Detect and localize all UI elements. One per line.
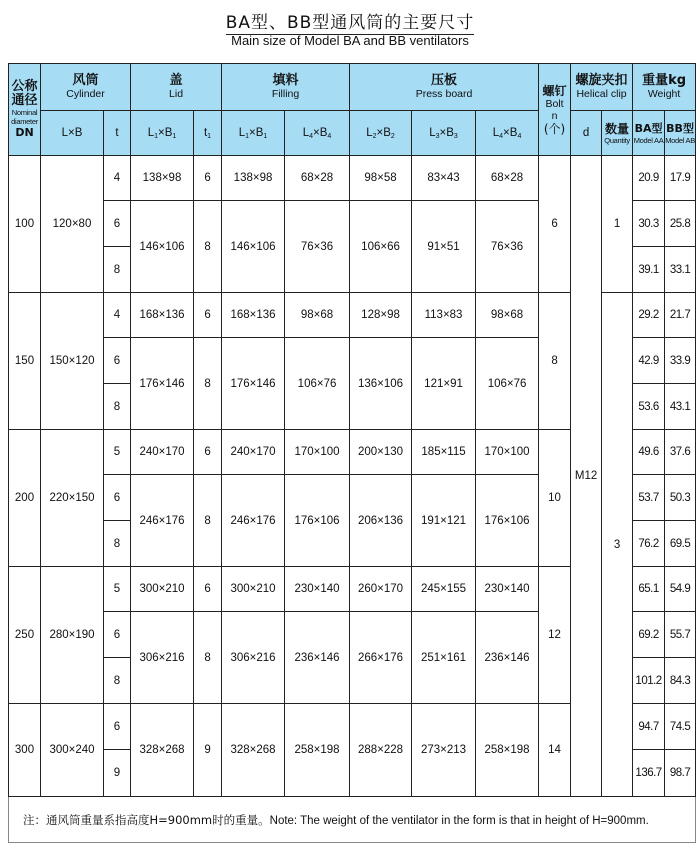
cell-lid-lb: 306×216	[131, 612, 194, 704]
header-filling: 填料 Filling	[222, 64, 350, 111]
cell-cylinder-t: 8	[104, 658, 131, 704]
note-row	[9, 797, 696, 843]
cell-cylinder-t: 5	[104, 430, 131, 475]
cell-cylinder-t: 4	[104, 156, 131, 201]
cell-cylinder-t: 6	[104, 201, 131, 247]
cell-bolt-n: 8	[539, 293, 571, 430]
cell-filling-l1b1: 246×176	[222, 475, 285, 567]
table-note	[9, 797, 696, 843]
cell-filling-l1b1: 306×216	[222, 612, 285, 704]
cell-press-l4b4: 258×198	[476, 704, 539, 797]
cell-filling-l1b1: 168×136	[222, 293, 285, 338]
cell-cylinder-lb: 220×150	[41, 430, 104, 567]
cell-weight-ba: 69.2	[633, 612, 665, 658]
cell-press-l4b4: 68×28	[476, 156, 539, 201]
cell-weight-bb: 17.9	[665, 156, 696, 201]
title-chinese: BA型、BB型通风筒的主要尺寸	[225, 13, 475, 33]
header-lid: 盖 Lid	[131, 64, 222, 111]
cell-weight-bb: 50.3	[665, 475, 696, 521]
cell-weight-ba: 39.1	[633, 247, 665, 293]
cell-filling-l1b1: 146×106	[222, 201, 285, 293]
cell-filling-l1b1: 138×98	[222, 156, 285, 201]
cell-filling-l4b4: 176×106	[285, 475, 350, 567]
cell-cylinder-t: 8	[104, 247, 131, 293]
header-weight-ba: BA型 Model AA	[633, 111, 665, 156]
header-filling-l4b4: $L_4\times B_4$	[285, 111, 350, 156]
cell-filling-l4b4: 68×28	[285, 156, 350, 201]
cell-press-l3b3: 185×115	[412, 430, 476, 475]
cell-cylinder-t: 8	[104, 521, 131, 567]
cell-press-l2b2: 106×66	[350, 201, 412, 293]
cell-filling-l4b4: 230×140	[285, 567, 350, 612]
cell-press-l2b2: 260×170	[350, 567, 412, 612]
cell-cylinder-t: 6	[104, 612, 131, 658]
note-chinese: 注：通风筒重量系指高度H=900mm时的重量。	[23, 812, 270, 827]
cell-clip-quantity: 3	[602, 293, 633, 797]
cell-lid-t1: 6	[194, 567, 222, 612]
cell-cylinder-lb: 300×240	[41, 704, 104, 797]
cell-weight-ba: 76.2	[633, 521, 665, 567]
cell-weight-bb: 33.9	[665, 338, 696, 384]
cell-weight-ba: 29.2	[633, 293, 665, 338]
cell-press-l3b3: 245×155	[412, 567, 476, 612]
cell-lid-t1: 8	[194, 201, 222, 293]
cell-lid-t1: 9	[194, 704, 222, 797]
header-filling-l1b1: $L_1\times B_1$	[222, 111, 285, 156]
specification-table	[8, 63, 696, 843]
cell-filling-l1b1: 240×170	[222, 430, 285, 475]
cell-weight-bb: 74.5	[665, 704, 696, 750]
cell-press-l4b4: 106×76	[476, 338, 539, 430]
cell-filling-l1b1: 328×268	[222, 704, 285, 797]
cell-cylinder-t: 9	[104, 750, 131, 797]
cell-filling-l1b1: 300×210	[222, 567, 285, 612]
cell-press-l3b3: 273×213	[412, 704, 476, 797]
header-clip-quantity: 数量 Quantity	[602, 111, 633, 156]
cell-weight-ba: 30.3	[633, 201, 665, 247]
cell-press-l2b2: 200×130	[350, 430, 412, 475]
table-row	[9, 156, 696, 201]
cell-filling-l4b4: 98×68	[285, 293, 350, 338]
cell-press-l4b4: 236×146	[476, 612, 539, 704]
header-row-1	[9, 64, 696, 111]
cell-weight-ba: 42.9	[633, 338, 665, 384]
cell-press-l3b3: 113×83	[412, 293, 476, 338]
title-english: Main size of Model BA and BB ventilators	[231, 33, 469, 48]
cell-weight-bb: 33.1	[665, 247, 696, 293]
cell-filling-l1b1: 176×146	[222, 338, 285, 430]
cell-bolt-n: 12	[539, 567, 571, 704]
cell-press-l3b3: 91×51	[412, 201, 476, 293]
cell-press-l4b4: 170×100	[476, 430, 539, 475]
header-row-2	[9, 111, 696, 156]
cell-cylinder-t: 5	[104, 567, 131, 612]
cell-cylinder-lb: 120×80	[41, 156, 104, 293]
cell-lid-lb: 328×268	[131, 704, 194, 797]
header-cylinder-t: t	[104, 111, 131, 156]
cell-lid-lb: 176×146	[131, 338, 194, 430]
header-weight: 重量kg Weight	[633, 64, 696, 111]
cell-press-l3b3: 83×43	[412, 156, 476, 201]
cell-lid-lb: 168×136	[131, 293, 194, 338]
cell-cylinder-t: 6	[104, 338, 131, 384]
cell-lid-t1: 8	[194, 612, 222, 704]
cell-weight-ba: 65.1	[633, 567, 665, 612]
cell-weight-bb: 21.7	[665, 293, 696, 338]
cell-weight-bb: 84.3	[665, 658, 696, 704]
cell-lid-lb: 138×98	[131, 156, 194, 201]
cell-weight-bb: 25.8	[665, 201, 696, 247]
note-english: Note: The weight of the ventilator in the form is that in height of H=900mm.	[269, 814, 649, 827]
cell-bolt-n: 14	[539, 704, 571, 797]
cell-lid-lb: 246×176	[131, 475, 194, 567]
cell-filling-l4b4: 258×198	[285, 704, 350, 797]
cell-filling-l4b4: 76×36	[285, 201, 350, 293]
header-press-board: 压板 Press board	[350, 64, 539, 111]
cell-cylinder-lb: 150×120	[41, 293, 104, 430]
cell-filling-l4b4: 106×76	[285, 338, 350, 430]
cell-weight-bb: 37.6	[665, 430, 696, 475]
cell-lid-t1: 8	[194, 475, 222, 567]
cell-lid-t1: 6	[194, 430, 222, 475]
cell-press-l4b4: 230×140	[476, 567, 539, 612]
cell-weight-ba: 49.6	[633, 430, 665, 475]
cell-bolt-n: 10	[539, 430, 571, 567]
cell-press-l2b2: 136×106	[350, 338, 412, 430]
cell-dn: 300	[9, 704, 41, 797]
cell-press-l3b3: 191×121	[412, 475, 476, 567]
cell-weight-bb: 55.7	[665, 612, 696, 658]
cell-press-l2b2: 288×228	[350, 704, 412, 797]
cell-weight-bb: 98.7	[665, 750, 696, 797]
cell-press-l2b2: 266×176	[350, 612, 412, 704]
cell-weight-bb: 69.5	[665, 521, 696, 567]
cell-weight-ba: 136.7	[633, 750, 665, 797]
cell-clip-d: M12	[571, 156, 602, 797]
cell-cylinder-lb: 280×190	[41, 567, 104, 704]
cell-weight-ba: 53.7	[633, 475, 665, 521]
cell-weight-ba: 94.7	[633, 704, 665, 750]
cell-lid-lb: 240×170	[131, 430, 194, 475]
cell-cylinder-t: 6	[104, 475, 131, 521]
cell-filling-l4b4: 170×100	[285, 430, 350, 475]
cell-lid-t1: 8	[194, 338, 222, 430]
cell-dn: 150	[9, 293, 41, 430]
cell-press-l3b3: 251×161	[412, 612, 476, 704]
header-lid-t1: $t_1$	[194, 111, 222, 156]
cell-weight-bb: 54.9	[665, 567, 696, 612]
header-weight-bb: BB型 Model AB	[665, 111, 696, 156]
header-lid-lb: $L_1\times B_1$	[131, 111, 194, 156]
cell-press-l2b2: 98×58	[350, 156, 412, 201]
cell-clip-quantity: 1	[602, 156, 633, 293]
cell-press-l4b4: 98×68	[476, 293, 539, 338]
cell-press-l2b2: 128×98	[350, 293, 412, 338]
header-clip-d: d	[571, 111, 602, 156]
header-helical-clip: 螺旋夹扣 Helical clip	[571, 64, 633, 111]
cell-press-l2b2: 206×136	[350, 475, 412, 567]
cell-cylinder-t: 6	[104, 704, 131, 750]
cell-lid-lb: 300×210	[131, 567, 194, 612]
header-press-l2b2: $L_2\times B_2$	[350, 111, 412, 156]
cell-cylinder-t: 4	[104, 293, 131, 338]
cell-dn: 250	[9, 567, 41, 704]
cell-weight-ba: 101.2	[633, 658, 665, 704]
cell-weight-ba: 53.6	[633, 384, 665, 430]
cell-press-l3b3: 121×91	[412, 338, 476, 430]
cell-cylinder-t: 8	[104, 384, 131, 430]
cell-lid-t1: 6	[194, 293, 222, 338]
cell-press-l4b4: 176×106	[476, 475, 539, 567]
cell-weight-ba: 20.9	[633, 156, 665, 201]
cell-press-l4b4: 76×36	[476, 201, 539, 293]
header-cylinder: 风筒 Cylinder	[41, 64, 131, 111]
header-press-l4b4: $L_4\times B_4$	[476, 111, 539, 156]
header-cylinder-lb: L×B	[41, 111, 104, 156]
cell-weight-bb: 43.1	[665, 384, 696, 430]
cell-dn: 200	[9, 430, 41, 567]
header-bolt: 螺钉 Bolt n (个)	[539, 64, 571, 156]
cell-lid-t1: 6	[194, 156, 222, 201]
cell-bolt-n: 6	[539, 156, 571, 293]
header-dn: 公称通径 Nominal diameter DN	[9, 64, 41, 156]
header-press-l3b3: $L_3\times B_3$	[412, 111, 476, 156]
cell-filling-l4b4: 236×146	[285, 612, 350, 704]
cell-lid-lb: 146×106	[131, 201, 194, 293]
cell-dn: 100	[9, 156, 41, 293]
